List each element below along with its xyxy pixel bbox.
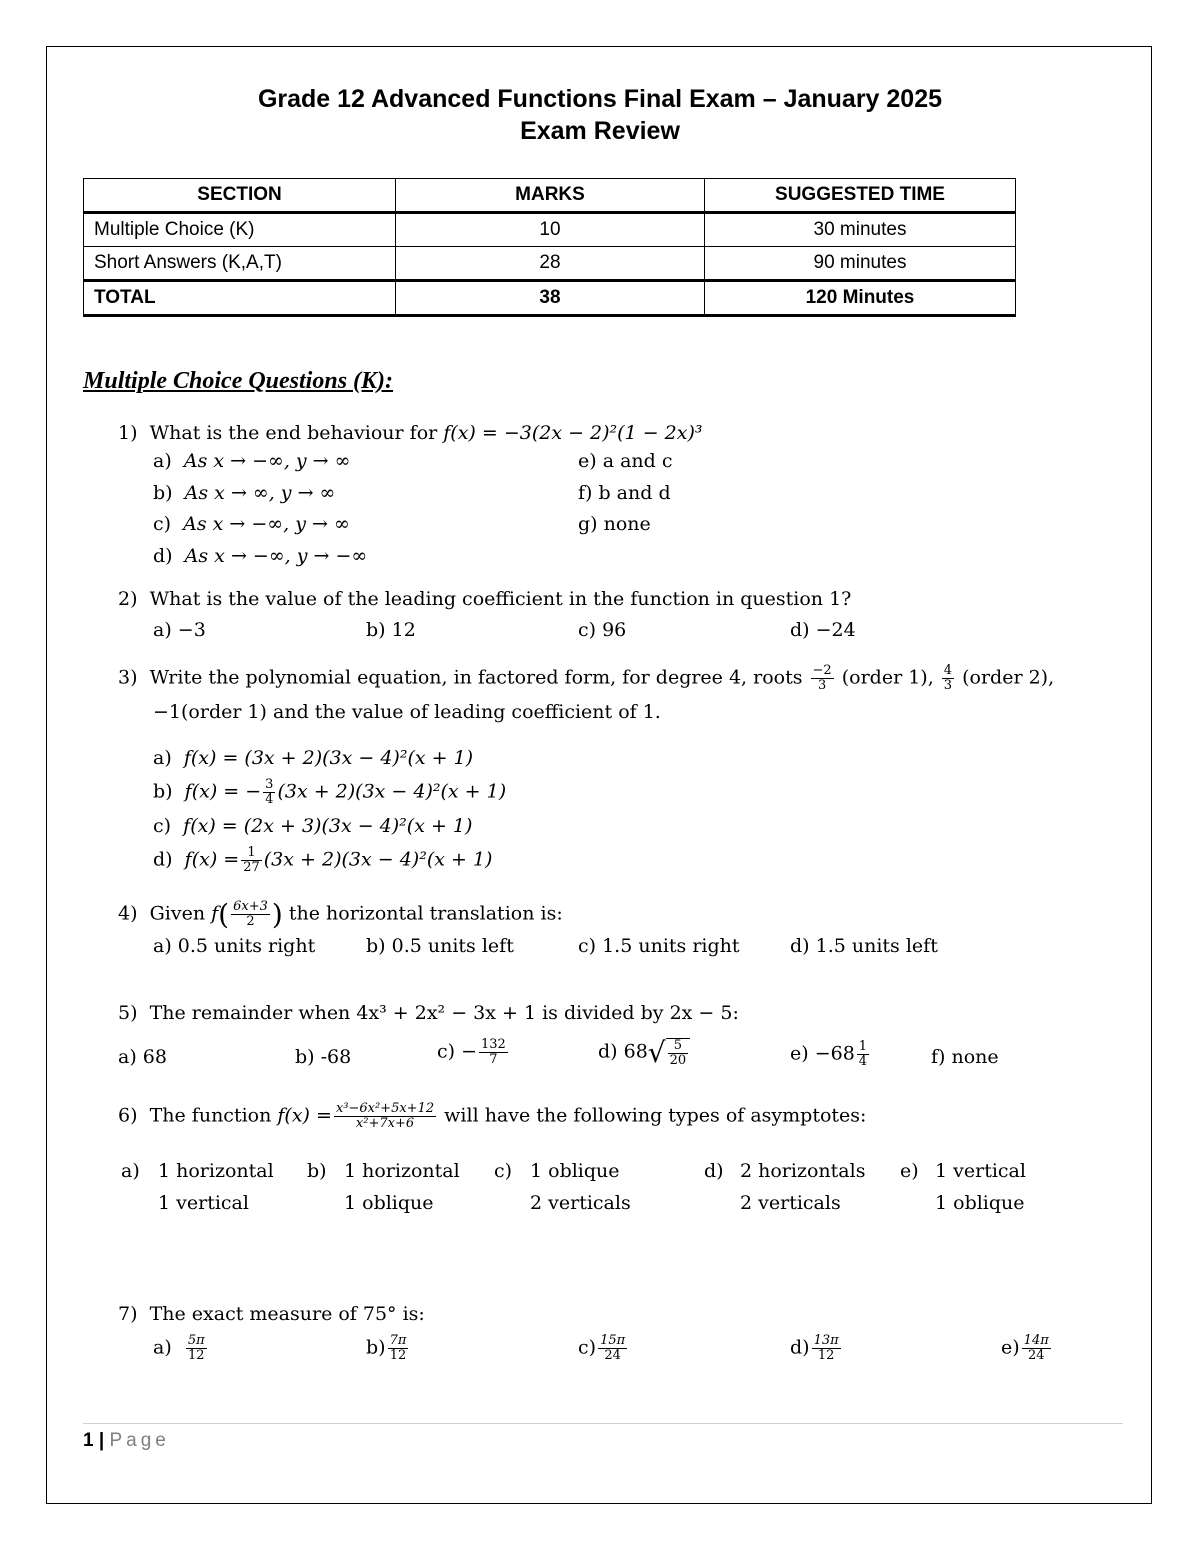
question-number: 6) bbox=[118, 1104, 138, 1127]
option-5d: d) 68√ $\frac{5}{20}$ bbox=[598, 1036, 690, 1069]
cell-time: 90 minutes bbox=[705, 247, 1016, 281]
square-root: √ $\frac{5}{20}$ bbox=[648, 1036, 690, 1069]
question-5 bbox=[118, 1002, 739, 1024]
question-2 bbox=[118, 588, 851, 610]
total-label: TOTAL bbox=[84, 281, 396, 316]
header-time: SUGGESTED TIME bbox=[705, 179, 1016, 213]
option-6a-label: a) bbox=[121, 1160, 140, 1182]
page-number: 1 bbox=[83, 1430, 94, 1451]
header-section: SECTION bbox=[84, 179, 396, 213]
table-header-row bbox=[84, 179, 1016, 213]
question-4: 4) Given f( $\frac{6x+3}{2}$ ) the horizontal translation is: bbox=[118, 898, 563, 931]
cell-section: Short Answers (K,A,T) bbox=[84, 247, 396, 281]
argument-fraction: $\frac{6x+3}{2}$ bbox=[233, 899, 268, 929]
option-2c: c) 96 bbox=[578, 619, 627, 641]
footer-divider bbox=[83, 1423, 1123, 1424]
option-6e-line2: 1 oblique bbox=[935, 1192, 1025, 1214]
option-6b-line1: 1 horizontal bbox=[344, 1160, 460, 1182]
option-6e-label: e) bbox=[900, 1160, 919, 1182]
option-5f: f) none bbox=[931, 1046, 999, 1068]
option-2d: d) −24 bbox=[790, 619, 856, 641]
exam-title: Grade 12 Advanced Functions Final Exam – January 2025 bbox=[257, 85, 943, 113]
option-1f: f) b and d bbox=[578, 482, 671, 504]
option-1c: c) As x → −∞, y → ∞ bbox=[153, 513, 350, 535]
option-4b: b) 0.5 units left bbox=[366, 935, 514, 957]
section-heading: Multiple Choice Questions (K): bbox=[83, 368, 394, 394]
function-fraction: $\frac{\text{x³−6x²+5x+12}}{\text{x²+7x+6}}$ bbox=[335, 1101, 435, 1131]
question-number: 1) bbox=[118, 422, 138, 444]
root-fraction: $\frac{4}{3}$ bbox=[943, 663, 953, 693]
total-time: 120 Minutes bbox=[705, 281, 1016, 316]
option-2a: a) −3 bbox=[153, 619, 206, 641]
option-6c-line1: 1 oblique bbox=[530, 1160, 620, 1182]
option-2b: b) 12 bbox=[366, 619, 416, 641]
option-7c: c) $\frac{15\pi}{24}$ bbox=[578, 1333, 626, 1363]
option-5b: b) -68 bbox=[295, 1046, 352, 1068]
option-6a-line1: 1 horizontal bbox=[158, 1160, 274, 1182]
option-6c-label: c) bbox=[494, 1160, 513, 1182]
question-stem: The remainder when 4x³ + 2x² − 3x + 1 is divided by 2x − 5: bbox=[149, 1002, 739, 1024]
question-3-stem-cont: −1(order 1) and the value of leading coefficient of 1. bbox=[153, 701, 661, 723]
option-5c: c) − $\frac{132}{7}$ bbox=[437, 1037, 506, 1067]
question-3: 3) Write the polynomial equation, in factored form, for degree 4, roots $\frac{-2}{3}$ (order 1), $\frac{4}{3}$ (order 2), bbox=[118, 663, 1055, 693]
question-stem: What is the value of the leading coefficient in the function in question 1? bbox=[149, 588, 852, 610]
option-5e: e) −68 $\frac{1}{4}$ bbox=[790, 1039, 868, 1069]
option-7b: b) $\frac{7\pi}{12}$ bbox=[366, 1333, 407, 1363]
option-3b: b) f(x) = − $\frac{3}{4}$ (3x + 2)(3x − 4)²(x + 1) bbox=[153, 777, 507, 807]
question-stem: The exact measure of 75° is: bbox=[149, 1303, 425, 1325]
page-footer bbox=[83, 1430, 170, 1452]
question-6: 6) The function f(x) = $\frac{\text{x³−6x²+5x+12}}{\text{x²+7x+6}}$ will have the following types of asymptotes: bbox=[118, 1101, 867, 1131]
option-1g: g) none bbox=[578, 513, 651, 535]
table-total-row bbox=[84, 281, 1016, 316]
question-number: 5) bbox=[118, 1002, 138, 1024]
question-number: 4) bbox=[118, 902, 138, 925]
footer-separator: | bbox=[93, 1430, 110, 1451]
option-3a: a) f(x) = (3x + 2)(3x − 4)²(x + 1) bbox=[153, 747, 474, 769]
table-row bbox=[84, 247, 1016, 281]
coefficient-fraction: $\frac{3}{4}$ bbox=[265, 777, 274, 807]
cell-section: Multiple Choice (K) bbox=[84, 213, 396, 247]
cell-marks: 10 bbox=[396, 213, 705, 247]
cell-time: 30 minutes bbox=[705, 213, 1016, 247]
option-6b-label: b) bbox=[307, 1160, 327, 1182]
option-3c: c) f(x) = (2x + 3)(3x − 4)²(x + 1) bbox=[153, 815, 473, 837]
option-7e: e) $\frac{14\pi}{24}$ bbox=[1001, 1333, 1049, 1363]
option-6d-line1: 2 horizontals bbox=[740, 1160, 866, 1182]
total-marks: 38 bbox=[396, 281, 705, 316]
header-marks: MARKS bbox=[396, 179, 705, 213]
option-1d: d) As x → −∞, y → −∞ bbox=[153, 545, 368, 567]
option-4a: a) 0.5 units right bbox=[153, 935, 316, 957]
question-expression: f(x) = −3(2x − 2)²(1 − 2x)³ bbox=[443, 422, 703, 444]
question-number: 2) bbox=[118, 588, 138, 610]
question-stem: What is the end behaviour for bbox=[149, 422, 444, 444]
option-6d-label: d) bbox=[704, 1160, 724, 1182]
option-1e: e) a and c bbox=[578, 450, 673, 472]
table-row bbox=[84, 213, 1016, 247]
question-7 bbox=[118, 1303, 425, 1325]
cell-marks: 28 bbox=[396, 247, 705, 281]
option-4c: c) 1.5 units right bbox=[578, 935, 740, 957]
footer-page-label: Page bbox=[109, 1430, 170, 1451]
option-5a: a) 68 bbox=[118, 1046, 167, 1068]
root-fraction: $\frac{-2}{3}$ bbox=[812, 663, 832, 693]
option-1a: a) As x → −∞, y → ∞ bbox=[153, 450, 351, 472]
question-number: 7) bbox=[118, 1303, 138, 1325]
question-1 bbox=[118, 422, 703, 444]
option-4d: d) 1.5 units left bbox=[790, 935, 938, 957]
option-7a: a) $\frac{5\pi}{12}$ bbox=[153, 1333, 205, 1363]
question-stem: Write the polynomial equation, in factored form, for degree 4, roots bbox=[149, 666, 809, 689]
option-7d: d) $\frac{13\pi}{12}$ bbox=[790, 1333, 839, 1363]
option-6b-line2: 1 oblique bbox=[344, 1192, 434, 1214]
question-number: 3) bbox=[118, 666, 138, 689]
exam-subtitle: Exam Review bbox=[520, 117, 680, 145]
option-6c-line2: 2 verticals bbox=[530, 1192, 631, 1214]
option-6e-line1: 1 vertical bbox=[935, 1160, 1026, 1182]
option-1b: b) As x → ∞, y → ∞ bbox=[153, 482, 336, 504]
summary-table bbox=[83, 178, 1016, 317]
option-3d: d) f(x) = $\frac{1}{27}$ (3x + 2)(3x − 4)²(x + 1) bbox=[153, 845, 493, 875]
coefficient-fraction: $\frac{1}{27}$ bbox=[243, 845, 260, 875]
option-6d-line2: 2 verticals bbox=[740, 1192, 841, 1214]
option-6a-line2: 1 vertical bbox=[158, 1192, 249, 1214]
